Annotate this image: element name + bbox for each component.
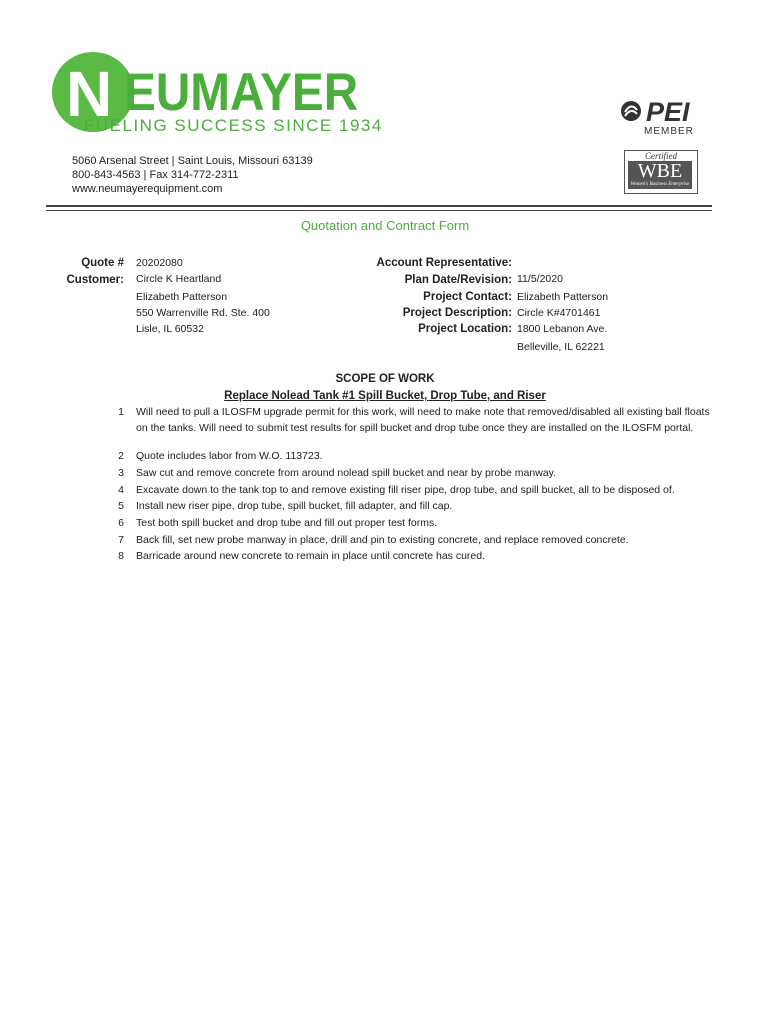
scope-item-number: 5 [118, 500, 124, 512]
scope-subtitle: Replace Nolead Tank #1 Spill Bucket, Drop Tube, and Riser [224, 390, 546, 402]
project-description-label: Project Description: [402, 307, 512, 319]
quote-number-label: Quote # [81, 257, 124, 269]
header-rule-bottom [46, 210, 712, 211]
scope-item-text: Will need to pull a ILOSFM upgrade permit for this work, will need to make note that removed/disabled all existing ball floats on the tanks. Will need to submit test results for spill bucket and drop tube once they are installed on the ILOSFM portal. [136, 406, 710, 434]
wbe-certified-label: Certified [645, 151, 677, 161]
account-rep-label: Account Representative: [376, 257, 512, 269]
scope-title: SCOPE OF WORK [335, 373, 435, 385]
customer-line: 550 Warrenville Rd. Ste. 400 [136, 307, 270, 319]
scope-item-text: Test both spill bucket and drop tube and fill out proper test forms. [136, 517, 438, 529]
company-phone: 800-843-4563 | Fax 314-772-2311 [72, 169, 239, 181]
plan-date-value: 11/5/2020 [517, 273, 563, 285]
pei-member-label: MEMBER [644, 126, 694, 137]
scope-item-number: 6 [118, 517, 124, 529]
customer-line: Lisle, IL 60532 [136, 323, 204, 335]
quote-number-value: 20202080 [136, 257, 183, 269]
scope-item-text: Barricade around new concrete to remain in place until concrete has cured. [136, 550, 486, 562]
scope-item-number: 8 [118, 550, 124, 562]
wbe-text: WBE [637, 160, 683, 182]
pei-logo-text: PEI [646, 97, 690, 127]
company-tagline: FUELING SUCCESS SINCE 1934 [84, 116, 383, 135]
project-contact-label: Project Contact: [423, 291, 512, 303]
plan-date-label: Plan Date/Revision: [404, 274, 512, 286]
scope-item-text: Saw cut and remove concrete from around nolead spill bucket and near by probe manway. [136, 467, 557, 479]
company-logo-word: EUMAYER [124, 63, 359, 122]
wbe-subtext: Women's Business Enterprise [630, 182, 690, 187]
customer-line: Elizabeth Patterson [136, 291, 228, 303]
scope-item-text: Quote includes labor from W.O. 113723. [136, 450, 323, 462]
pei-swirl-icon [620, 100, 642, 122]
pei-member-badge [620, 98, 710, 142]
scope-item-number: 3 [118, 467, 124, 479]
scope-item-text: Back fill, set new probe manway in place, drill and pin to existing concrete, and replace removed concrete. [136, 534, 629, 546]
project-location-line: Belleville, IL 62221 [517, 341, 605, 353]
project-contact-value: Elizabeth Patterson [517, 291, 609, 303]
company-address: 5060 Arsenal Street | Saint Louis, Missouri 63139 [72, 155, 313, 167]
scope-item-number: 4 [118, 484, 124, 496]
project-location-line: 1800 Lebanon Ave. [517, 323, 608, 335]
company-logo-letter: N [66, 58, 112, 130]
scope-item-number: 7 [118, 534, 124, 546]
project-description-value: Circle K#4701461 [517, 307, 601, 319]
form-title: Quotation and Contract Form [300, 218, 470, 233]
company-website[interactable]: www.neumayerequipment.com [72, 183, 223, 195]
scope-item-number: 1 [118, 406, 124, 418]
project-location-label: Project Location: [418, 323, 512, 335]
scope-item-number: 2 [118, 450, 124, 462]
scope-item-text: Excavate down to the tank top to and remove existing fill riser pipe, drop tube, and spill bucket, all to be disposed of. [136, 484, 675, 496]
scope-item-text: Install new riser pipe, drop tube, spill bucket, fill adapter, and fill cap. [136, 500, 453, 512]
customer-label: Customer: [66, 274, 124, 286]
wbe-certified-badge [624, 150, 698, 194]
customer-line: Circle K Heartland [136, 273, 222, 285]
wbe-box [628, 161, 692, 189]
header-rule-top [46, 205, 712, 207]
